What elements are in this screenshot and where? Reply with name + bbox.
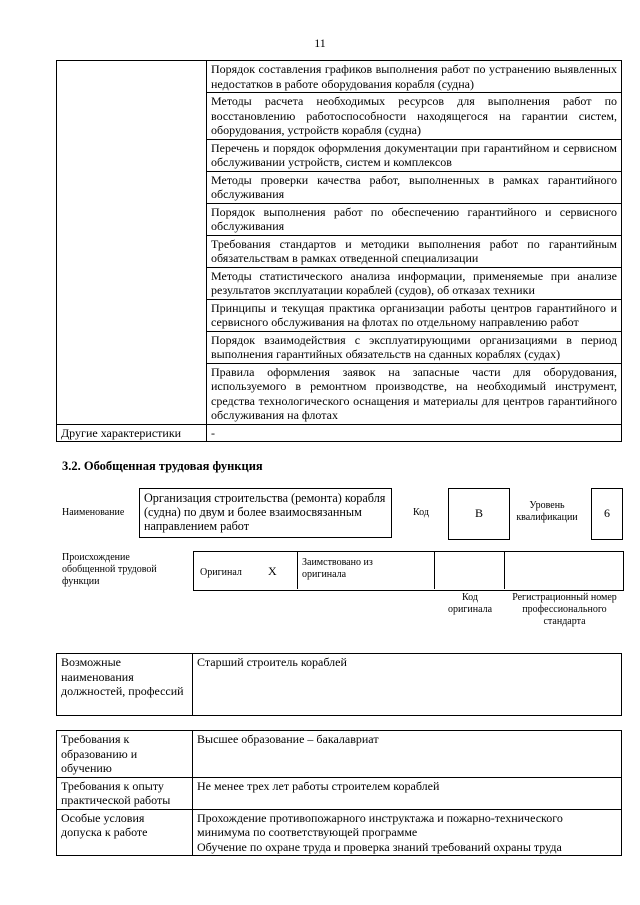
table-cell: Правила оформления заявок на запасные части для оборудования, используемого в ремонтном производстве, на необходимый инструмент, средства технологического оснащения и материалы для центров гарантийного обслуживания на флотах [207, 363, 622, 424]
table-cell: Методы статистического анализа информации, применяемые при анализе результатов эксплуатации кораблей (судов), об отказах техники [207, 267, 622, 299]
other-characteristics-label: Другие характеристики [57, 424, 207, 442]
other-characteristics-value: - [207, 424, 622, 442]
table-cell: Порядок выполнения работ по обеспечению гарантийного и сервисного обслуживания [207, 203, 622, 235]
name-value: Организация строительства (ремонта) корабля (судна) по двум и более взаимосвязанным направлением работ [139, 488, 392, 538]
requirement-value: Не менее трех лет работы строителем кораблей [193, 777, 622, 809]
divider [434, 551, 435, 589]
knowledge-table [56, 60, 622, 442]
code-original-label: Код оригинала [447, 592, 493, 615]
requirement-value-cell [193, 809, 622, 856]
borrowed-label: Заимствовано из оригинала [302, 557, 373, 580]
original-mark: X [268, 564, 277, 578]
requirement-label: Особые условия допуска к работе [57, 809, 193, 856]
requirement-label: Требования к опыту практической работы [57, 777, 193, 809]
table-row [57, 61, 622, 93]
table-cell: Порядок составления графиков выполнения работ по устранению выявленных недостатков в работе оборудования корабля (судна) [207, 61, 622, 93]
positions-value: Старший строитель кораблей [193, 654, 622, 716]
table-cell: Методы расчета необходимых ресурсов для выполнения работ по восстановлению работоспособности находящегося на гарантии систем, оборудования, устройств корабля (судна) [207, 93, 622, 140]
requirement-value: Высшее образование – бакалавриат [193, 731, 622, 778]
table-cell: Методы проверки качества работ, выполненных в рамках гарантийного обслуживания [207, 171, 622, 203]
level-value: 6 [591, 488, 623, 540]
table-row [57, 809, 622, 856]
positions-table [56, 653, 622, 716]
level-label: Уровень квалификации [516, 500, 578, 523]
table-row [57, 654, 622, 716]
divider [504, 551, 505, 589]
table-row [57, 777, 622, 809]
table-cell: Принципы и текущая практика организации работы центров гарантийного и сервисного обслуживания на флотах по отдельному направлению работ [207, 299, 622, 331]
table-cell: Порядок взаимодействия с эксплуатирующими организациями в период выполнения гарантийных обязательств на сданных кораблях (судах) [207, 331, 622, 363]
table-cell: Требования стандартов и методики выполнения работ по гарантийным обязательствам в рамках отведенной специализации [207, 235, 622, 267]
requirements-table [56, 730, 622, 856]
table-row [57, 731, 622, 778]
section-heading: 3.2. Обобщенная трудовая функция [62, 459, 263, 473]
page-number: 11 [314, 36, 326, 50]
table-row [57, 424, 622, 442]
code-value: B [448, 488, 510, 540]
original-label: Оригинал [200, 567, 242, 578]
divider [297, 551, 298, 589]
table-cell: Перечень и порядок оформления документации при гарантийном и сервисном обслуживании устройств, систем и комплексов [207, 139, 622, 171]
positions-label: Возможные наименования должностей, профессий [57, 654, 193, 716]
name-label: Наименование [62, 507, 125, 518]
requirement-value: Прохождение противопожарного инструктажа и пожарно-технического минимума по соответствующей программе [197, 810, 563, 839]
requirement-label: Требования к образованию и обучению [57, 731, 193, 778]
reg-number-label: Регистрационный номер профессионального стандарта [512, 592, 617, 627]
requirement-value-2: Обучение по охране труда и проверка знаний требований охраны труда [197, 839, 562, 854]
row-label-empty [57, 61, 207, 425]
code-label: Код [413, 507, 429, 518]
origin-label: Происхождение обобщенной трудовой функции [62, 552, 157, 587]
